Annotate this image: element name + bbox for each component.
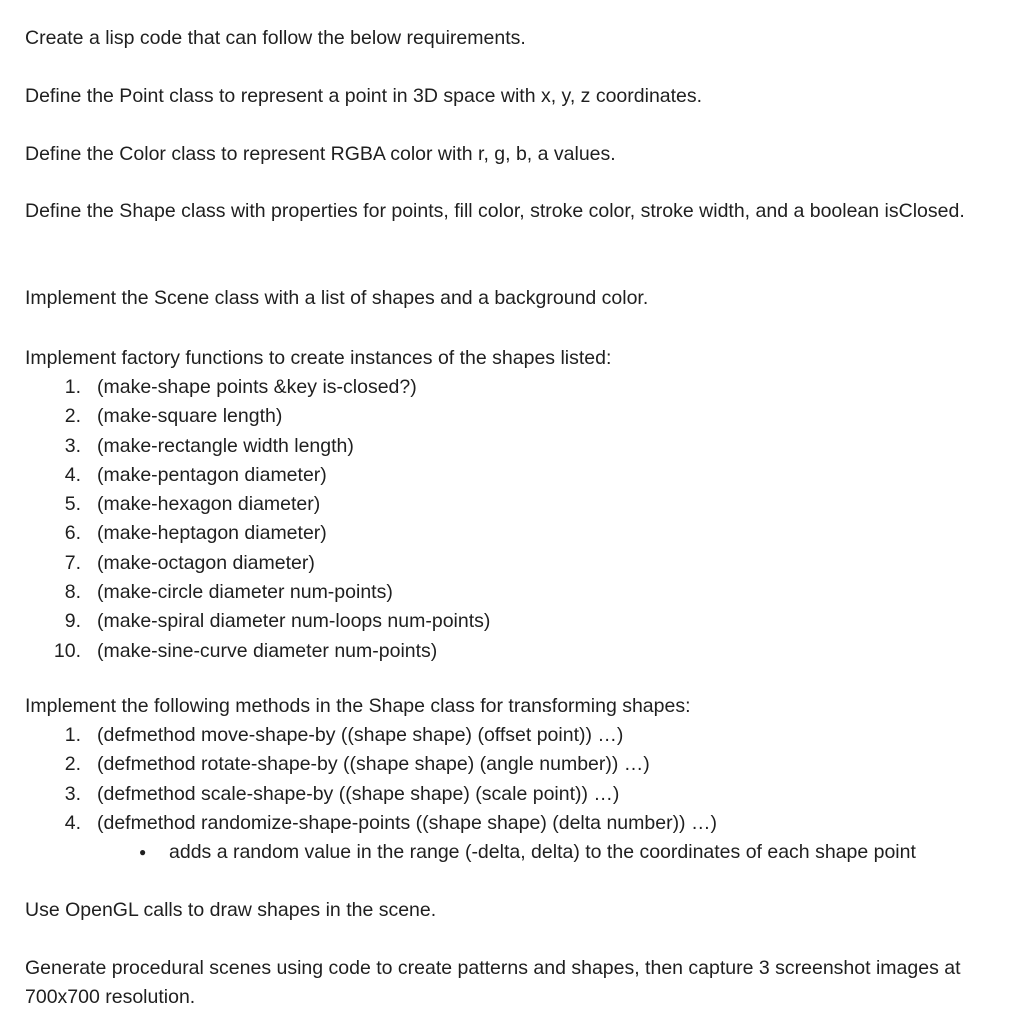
shape-class-requirement: Define the Shape class with properties for points, fill color, stroke color, stroke width, and a boolean isClosed. <box>25 200 965 222</box>
color-class-requirement: Define the Color class to represent RGBA color with r, g, b, a values. <box>25 143 616 165</box>
intro-paragraph: Create a lisp code that can follow the below requirements. <box>25 27 526 49</box>
opengl-requirement: Use OpenGL calls to draw shapes in the scene. <box>25 899 437 921</box>
factory-functions-heading: Implement factory functions to create instances of the shapes listed: <box>25 347 612 369</box>
scene-class-requirement: Implement the Scene class with a list of shapes and a background color. <box>25 287 649 309</box>
procedural-scenes-requirement: Generate procedural scenes using code to create patterns and shapes, then capture 3 screenshot images at 700x700 resolution. <box>25 957 961 1008</box>
methods-heading: Implement the following methods in the Shape class for transforming shapes: <box>25 695 691 717</box>
bullet-icon: ● <box>139 845 147 859</box>
point-class-requirement: Define the Point class to represent a point in 3D space with x, y, z coordinates. <box>25 85 703 107</box>
